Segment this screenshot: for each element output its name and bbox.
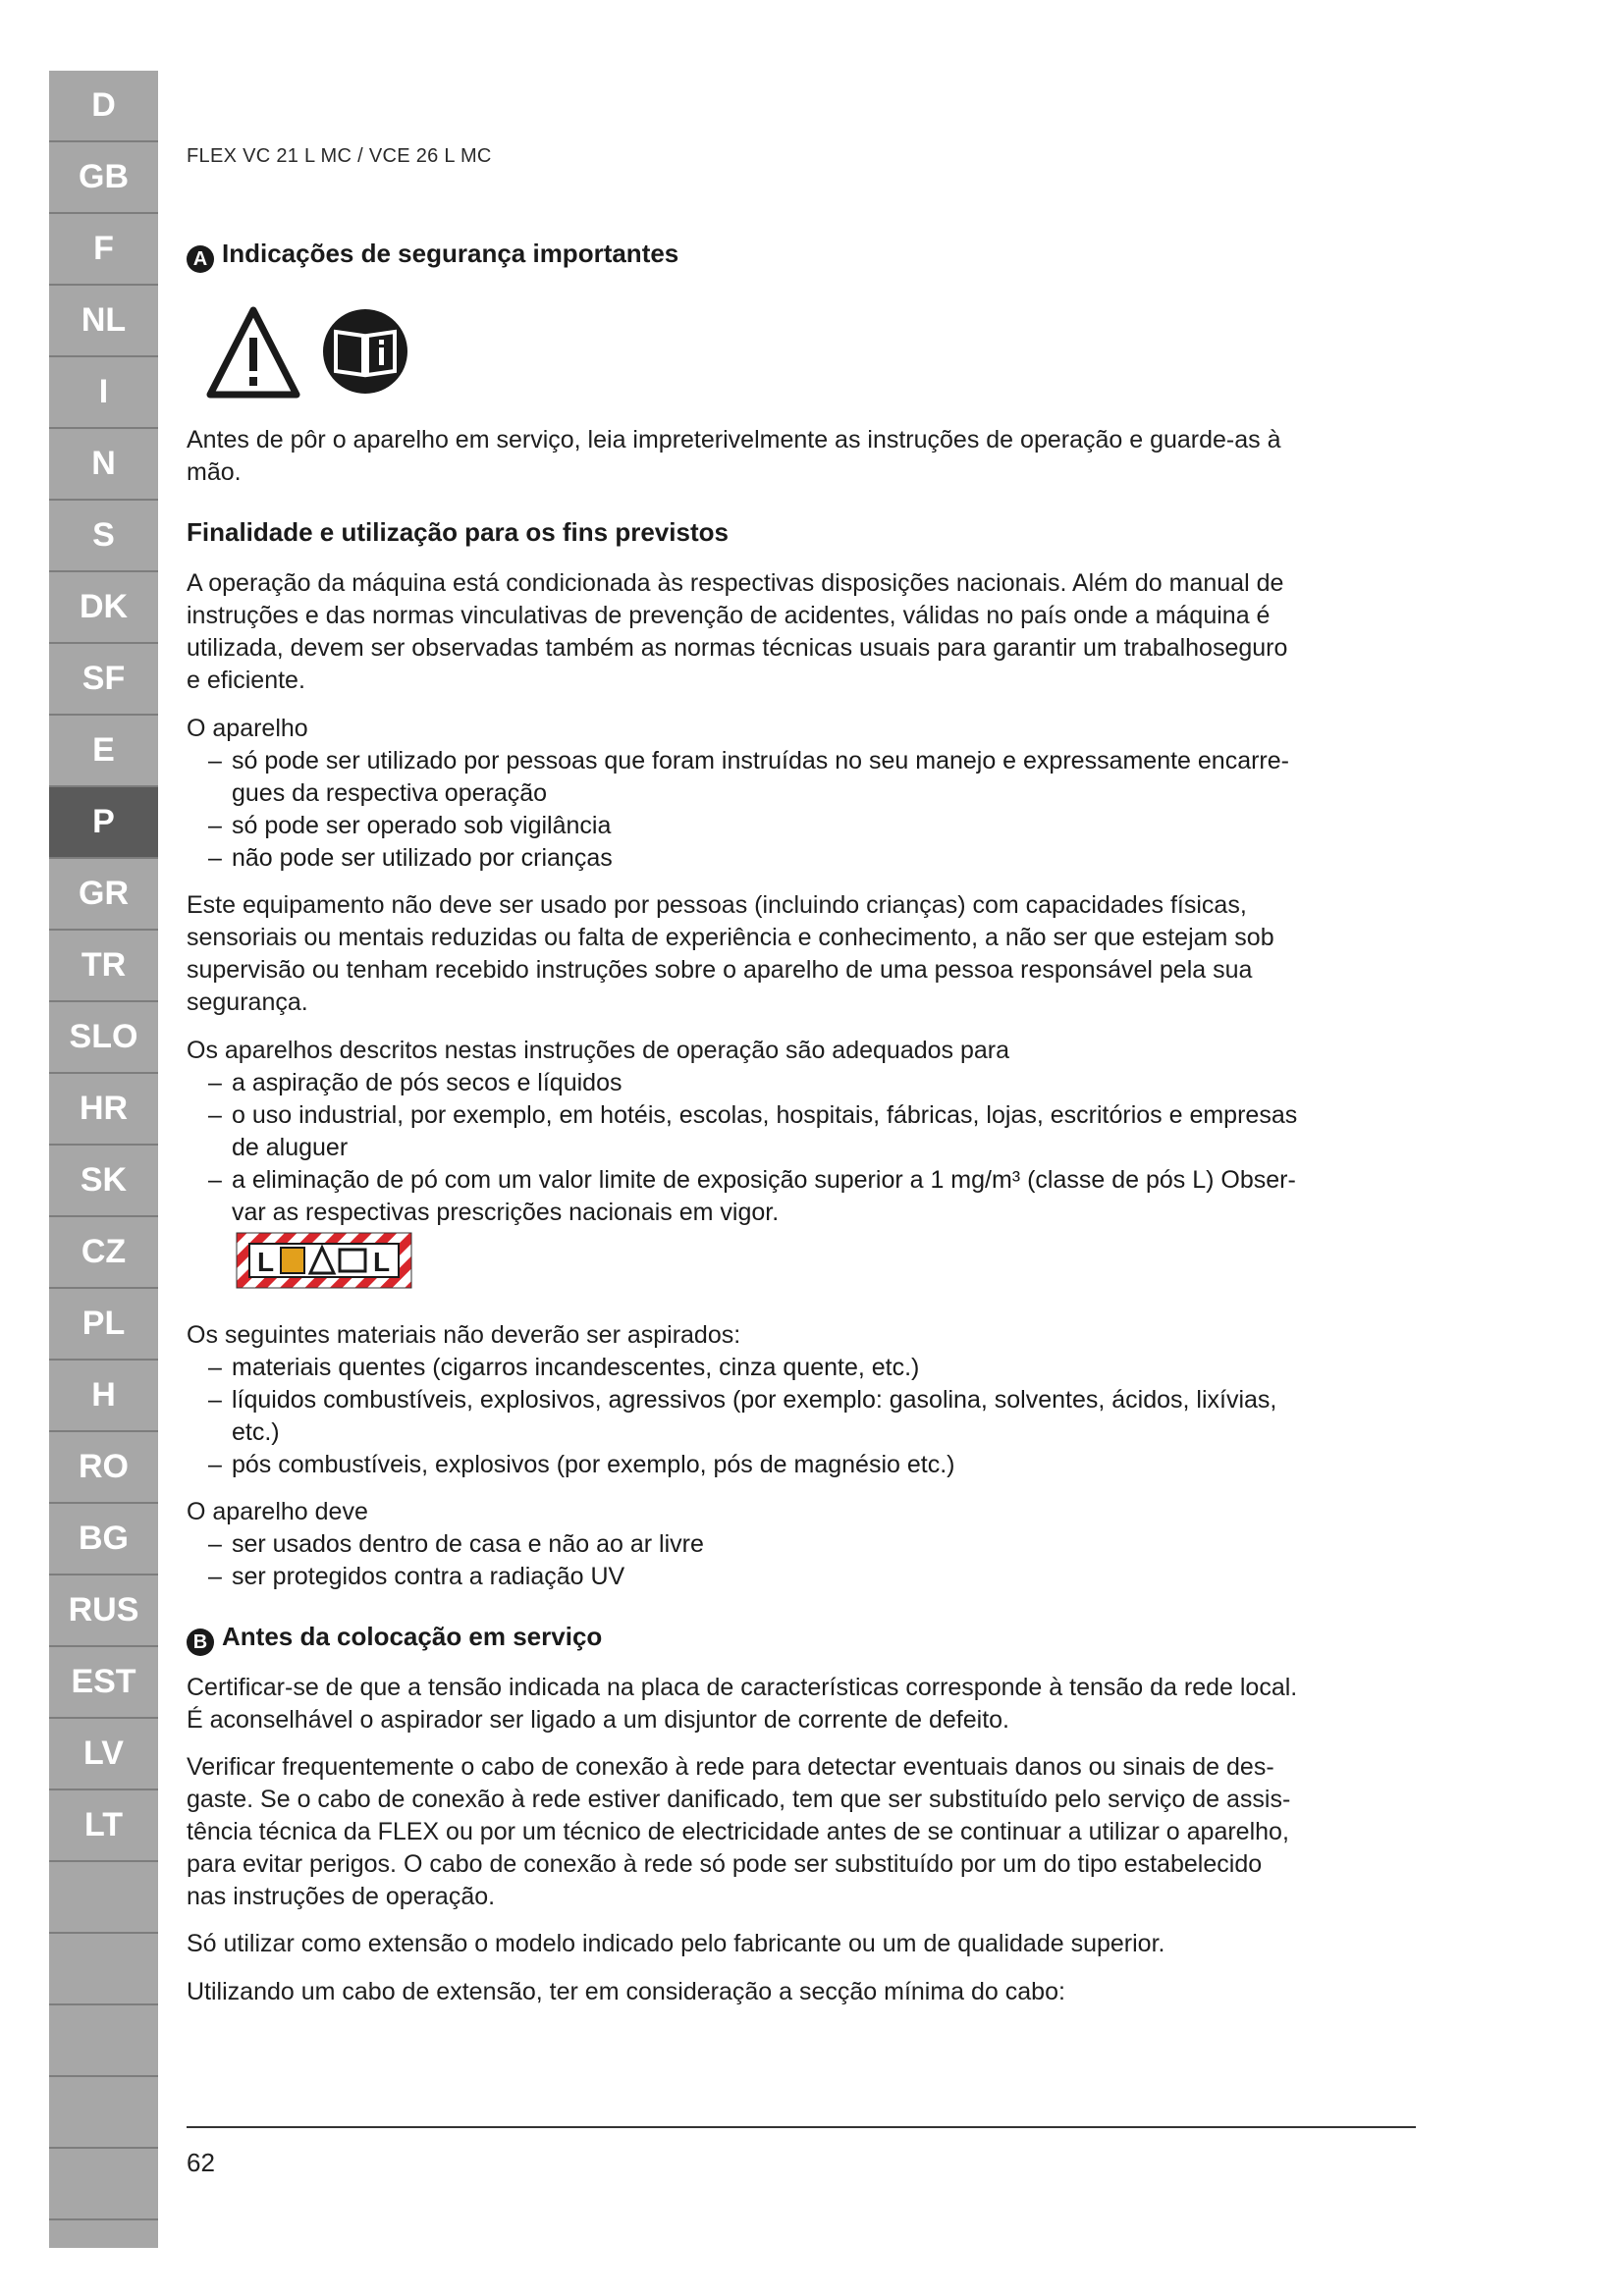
intro-line-1: Antes de pôr o aparelho em serviço, leia impreterivelmente as instruções de operação e guarde-as à [187, 426, 1281, 454]
suitable-intro: Os aparelhos descritos nestas instruções de operação são adequados para [187, 1037, 1010, 1064]
list-item: – o uso industrial, por exemplo, em hotéis, escolas, hospitais, fábricas, lojas, escritórios e empresas [208, 1101, 1298, 1129]
lang-tab-lv[interactable]: LV [49, 1719, 158, 1790]
list-item: – materiais quentes (cigarros incandescentes, cinza quente, etc.) [208, 1354, 920, 1381]
cable-line-5: nas instruções de operação. [187, 1883, 496, 1910]
list-item-cont: de aluguer [232, 1134, 349, 1161]
dust-class-letter-left: L [257, 1247, 275, 1277]
list-item-cont: etc.) [232, 1418, 280, 1446]
purpose-line-1: A operação da máquina está condicionada às respectivas disposições nacionais. Além do manual de [187, 569, 1284, 597]
lang-tab-slo[interactable]: SLO [49, 1002, 158, 1074]
lang-tab-p-active[interactable]: P [49, 787, 158, 859]
lang-tab-hr[interactable]: HR [49, 1074, 158, 1146]
list-item: – pós combustíveis, explosivos (por exemplo, pós de magnésio etc.) [208, 1451, 955, 1478]
equip-line-2: sensoriais ou mentais reduzidas ou falta de experiência e conhecimento, a não ser que estejam sob [187, 924, 1274, 951]
section-a-heading [187, 238, 678, 273]
dust-class-l-label [236, 1232, 412, 1289]
device-intro: O aparelho [187, 715, 308, 742]
equip-line-3: supervisão ou tenham recebido instruções sobre o aparelho de uma pessoa responsável pela sua [187, 956, 1253, 984]
purpose-line-2: instruções e das normas vinculativas de prevenção de acidentes, válidas no país onde a máquina é [187, 602, 1271, 629]
lang-tab-sf[interactable]: SF [49, 644, 158, 716]
lang-tab-rus[interactable]: RUS [49, 1575, 158, 1647]
lang-tab-blank [49, 2005, 158, 2077]
bin-icon [281, 1248, 304, 1273]
list-item: – só pode ser utilizado por pessoas que foram instruídas no seu manejo e expressamente encarre- [208, 747, 1289, 774]
lang-tab-cz[interactable]: CZ [49, 1217, 158, 1289]
equip-line-1: Este equipamento não deve ser usado por pessoas (incluindo crianças) com capacidades físicas, [187, 891, 1247, 919]
list-item: – a eliminação de pó com um valor limite de exposição superior a 1 mg/m³ (classe de pós L) Obser- [208, 1166, 1296, 1194]
voltage-line-2: É aconselhável o aspirador ser ligado a um disjuntor de corrente de defeito. [187, 1706, 1010, 1734]
lang-tab-gb[interactable]: GB [49, 142, 158, 214]
purpose-heading: Finalidade e utilização para os fins previstos [187, 517, 729, 547]
lang-tab-tr[interactable]: TR [49, 931, 158, 1002]
cable-line-4: para evitar perigos. O cabo de conexão à rede só pode ser substituído por um do tipo estabelecido [187, 1850, 1263, 1878]
purpose-line-4: e eficiente. [187, 667, 305, 694]
language-sidebar [49, 71, 158, 2248]
list-item-cont: var as respectivas prescrições nacionais em vigor. [232, 1199, 780, 1226]
section-a-badge: A [187, 245, 214, 273]
footer-divider [187, 2126, 1416, 2128]
list-item: – só pode ser operado sob vigilância [208, 812, 612, 839]
list-item: – líquidos combustíveis, explosivos, agressivos (por exemplo: gasolina, solventes, ácidos, lixívias, [208, 1386, 1277, 1414]
safety-icons [204, 304, 440, 402]
section-b-heading [187, 1621, 602, 1656]
must-intro: O aparelho deve [187, 1498, 368, 1525]
list-item: – não pode ser utilizado por crianças [208, 844, 613, 872]
cable-line-2: gaste. Se o cabo de conexão à rede estiver danificado, tem que ser substituído pelo serviço de assis- [187, 1786, 1291, 1813]
lang-tab-blank [49, 1862, 158, 1934]
cable-line-1: Verificar frequentemente o cabo de conexão à rede para detectar eventuais danos ou sinais de des- [187, 1753, 1274, 1781]
lang-tab-f[interactable]: F [49, 214, 158, 286]
lang-tab-dk[interactable]: DK [49, 572, 158, 644]
lang-tab-pl[interactable]: PL [49, 1289, 158, 1361]
cable-line-3: tência técnica da FLEX ou por um técnico de electricidade antes de se continuar a utilizar o aparelho, [187, 1818, 1289, 1845]
lang-tab-h[interactable]: H [49, 1361, 158, 1432]
lang-tab-i[interactable]: I [49, 357, 158, 429]
lang-tab-ro[interactable]: RO [49, 1432, 158, 1504]
equip-line-4: segurança. [187, 988, 308, 1016]
lang-tab-d[interactable]: D [49, 71, 158, 142]
purpose-line-3: utilizada, devem ser observadas também as normas técnicas usuais para garantir um trabalhoseguro [187, 634, 1288, 662]
page-number: 62 [187, 2148, 215, 2177]
voltage-line-1: Certificar-se de que a tensão indicada na placa de características corresponde à tensão da rede local. [187, 1674, 1298, 1701]
model-header: FLEX VC 21 L MC / VCE 26 L MC [187, 145, 492, 167]
list-item: – ser usados dentro de casa e não ao ar livre [208, 1530, 704, 1558]
extension-line-2: Utilizando um cabo de extensão, ter em consideração a secção mínima do cabo: [187, 1978, 1065, 2005]
lang-tab-sk[interactable]: SK [49, 1146, 158, 1217]
warning-triangle-icon [210, 310, 297, 395]
intro-line-2: mão. [187, 458, 242, 486]
lang-tab-blank [49, 1934, 158, 2005]
lang-tab-est[interactable]: EST [49, 1647, 158, 1719]
lang-tab-n[interactable]: N [49, 429, 158, 501]
forbidden-intro: Os seguintes materiais não deverão ser aspirados: [187, 1321, 741, 1349]
lang-tab-lt[interactable]: LT [49, 1790, 158, 1862]
lang-tab-bg[interactable]: BG [49, 1504, 158, 1575]
lang-tab-blank [49, 2077, 158, 2149]
list-item: – a aspiração de pós secos e líquidos [208, 1069, 623, 1096]
dust-class-letter-right: L [373, 1247, 391, 1277]
lang-tab-e[interactable]: E [49, 716, 158, 787]
lang-tab-gr[interactable]: GR [49, 859, 158, 931]
lang-tab-blank [49, 2149, 158, 2220]
list-item-cont: gues da respectiva operação [232, 779, 548, 807]
lang-tab-s[interactable]: S [49, 501, 158, 572]
read-manual-icon [323, 309, 407, 394]
list-item: – ser protegidos contra a radiação UV [208, 1563, 625, 1590]
section-a-title: Indicações de segurança importantes [222, 239, 679, 268]
extension-line-1: Só utilizar como extensão o modelo indicado pelo fabricante ou um de qualidade superior. [187, 1930, 1165, 1957]
lang-tab-nl[interactable]: NL [49, 286, 158, 357]
section-b-title: Antes da colocação em serviço [222, 1622, 603, 1651]
section-b-badge: B [187, 1629, 214, 1656]
